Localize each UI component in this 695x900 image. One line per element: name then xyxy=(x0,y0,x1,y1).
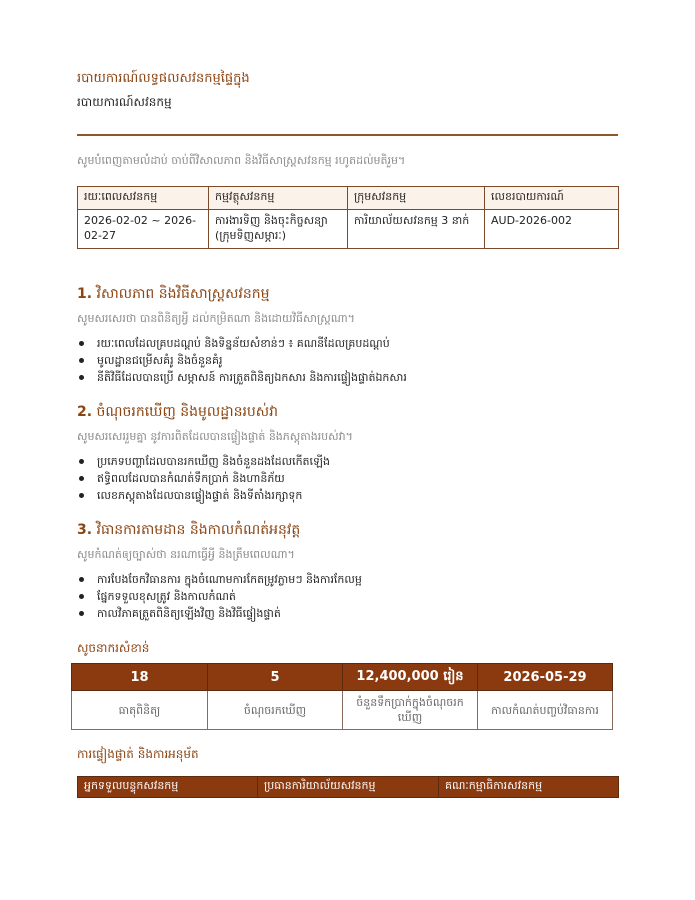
summary-value: 18 xyxy=(72,664,208,691)
list-item: ការបែងចែកវិធានការ ក្នុងចំណោមការកែតម្រូវភ្លាមៗ និងការកែលម្អ xyxy=(77,571,617,588)
summary-value: 12,400,000 រៀន xyxy=(343,664,478,691)
signoff-header-cell: ប្រធានការិយាល័យសវនកម្ម xyxy=(258,777,439,798)
section-number: 1. xyxy=(77,286,93,302)
section-1-title xyxy=(77,284,270,305)
meta-value-row xyxy=(78,210,619,249)
list-item: លេខភស្តុតាងដែលបានផ្ទៀងផ្ទាត់ និងទីតាំងរក្សាទុក xyxy=(77,487,617,504)
summary-value: 2026-05-29 xyxy=(478,664,613,691)
signoff-table xyxy=(77,776,619,798)
list-item: ឥទ្ធិពលដែលបានកំណត់ទឹកប្រាក់ និងហានិភ័យ xyxy=(77,470,617,487)
meta-value-cell: AUD-2026-002 xyxy=(485,210,619,249)
summary-value-row xyxy=(72,664,613,691)
section-number: 2. xyxy=(77,404,93,420)
summary-label: សូចនាករសំខាន់ xyxy=(77,641,150,655)
summary-caption: ចំនួនទឹកប្រាក់ក្នុងចំណុចរកឃើញ xyxy=(343,691,478,730)
section-heading: ចំណុចរកឃើញ និងមូលដ្ឋានរបស់វា xyxy=(96,404,279,420)
summary-table xyxy=(71,663,613,730)
meta-header-cell: លេខរបាយការណ៍ xyxy=(485,187,619,210)
meta-header-cell: កម្មវត្ថុសវនកម្ម xyxy=(209,187,348,210)
summary-caption: កាលកំណត់បញ្ចប់វិធានការ xyxy=(478,691,613,730)
list-item: មូលដ្ឋានជម្រើសគំរូ និងចំនួនគំរូ xyxy=(77,352,617,369)
section-3-title xyxy=(77,520,300,541)
meta-header-cell: ក្រុមសវនកម្ម xyxy=(348,187,485,210)
list-item: នីតិវិធីដែលបានប្រើ សម្ភាសន៍ ការត្រួតពិនិត្យឯកសារ និងការផ្ទៀងផ្ទាត់ឯកសារ xyxy=(77,369,617,386)
section-3-bullets xyxy=(77,571,617,622)
section-2-bullets xyxy=(77,453,617,504)
document-title: របាយការណ៍លទ្ធផលសវនកម្មផ្ទៃក្នុង xyxy=(77,71,250,86)
audit-meta-table xyxy=(77,186,619,249)
summary-caption: ចំណុចរកឃើញ xyxy=(208,691,343,730)
intro-instruction: សូមបំពេញតាមលំដាប់ ចាប់ពីវិសាលភាព និងវិធីសាស្ត្រសវនកម្ម រហូតដល់មតិរួម។ xyxy=(77,154,406,167)
section-2-description: សូមសរសេររួមគ្នា នូវការពិតដែលបានផ្ទៀងផ្ទាត់ និងភស្តុតាងរបស់វា។ xyxy=(77,430,353,443)
section-3-description: សូមកំណត់ឲ្យច្បាស់ថា នរណាធ្វើអ្វី និងត្រឹមពេលណា។ xyxy=(77,548,295,561)
section-heading: វិធានការតាមដាន និងកាលកំណត់អនុវត្ត xyxy=(96,522,301,538)
meta-value-cell: 2026-02-02 ~ 2026-02-27 xyxy=(78,210,209,249)
meta-header-cell: រយៈពេលសវនកម្ម xyxy=(78,187,209,210)
meta-value-cell: ការងារទិញ និងចុះកិច្ចសន្យា (ក្រុមទិញសម្ភារៈ) xyxy=(209,210,348,249)
meta-value-cell: ការិយាល័យសវនកម្ម 3 នាក់ xyxy=(348,210,485,249)
list-item: ប្រភេទបញ្ហាដែលបានរកឃើញ និងចំនួនដងដែលកើតឡើង xyxy=(77,453,617,470)
summary-value: 5 xyxy=(208,664,343,691)
list-item: ផ្នែកទទួលខុសត្រូវ និងកាលកំណត់ xyxy=(77,588,617,605)
list-item: រយៈពេលដែលគ្របដណ្តប់ និងទិន្នន័យសំខាន់ៗ ៖ គណនីដែលគ្របដណ្តប់ xyxy=(77,335,617,352)
summary-caption: ធាតុពិនិត្យ xyxy=(72,691,208,730)
meta-header-row xyxy=(78,187,619,210)
section-2-title xyxy=(77,402,278,423)
list-item: កាលវិភាគត្រួតពិនិត្យឡើងវិញ និងវិធីផ្ទៀងផ្ទាត់ xyxy=(77,605,617,622)
signoff-header-row xyxy=(78,777,619,798)
signoff-header-cell: គណៈកម្មាធិការសវនកម្ម xyxy=(439,777,619,798)
section-heading: វិសាលភាព និងវិធីសាស្ត្រសវនកម្ម xyxy=(96,286,270,302)
header-divider xyxy=(77,134,618,136)
section-number: 3. xyxy=(77,522,93,538)
document-subtitle: របាយការណ៍សវនកម្ម xyxy=(77,95,172,109)
summary-caption-row xyxy=(72,691,613,730)
signoff-header-cell: អ្នកទទួលបន្ទុកសវនកម្ម xyxy=(78,777,258,798)
signoff-label: ការផ្ទៀងផ្ទាត់ និងការអនុម័ត xyxy=(77,747,199,761)
section-1-bullets xyxy=(77,335,617,386)
section-1-description: សូមសរសេរថា បានពិនិត្យអ្វី ដល់កម្រិតណា និងដោយវិធីសាស្ត្រណា។ xyxy=(77,312,355,325)
